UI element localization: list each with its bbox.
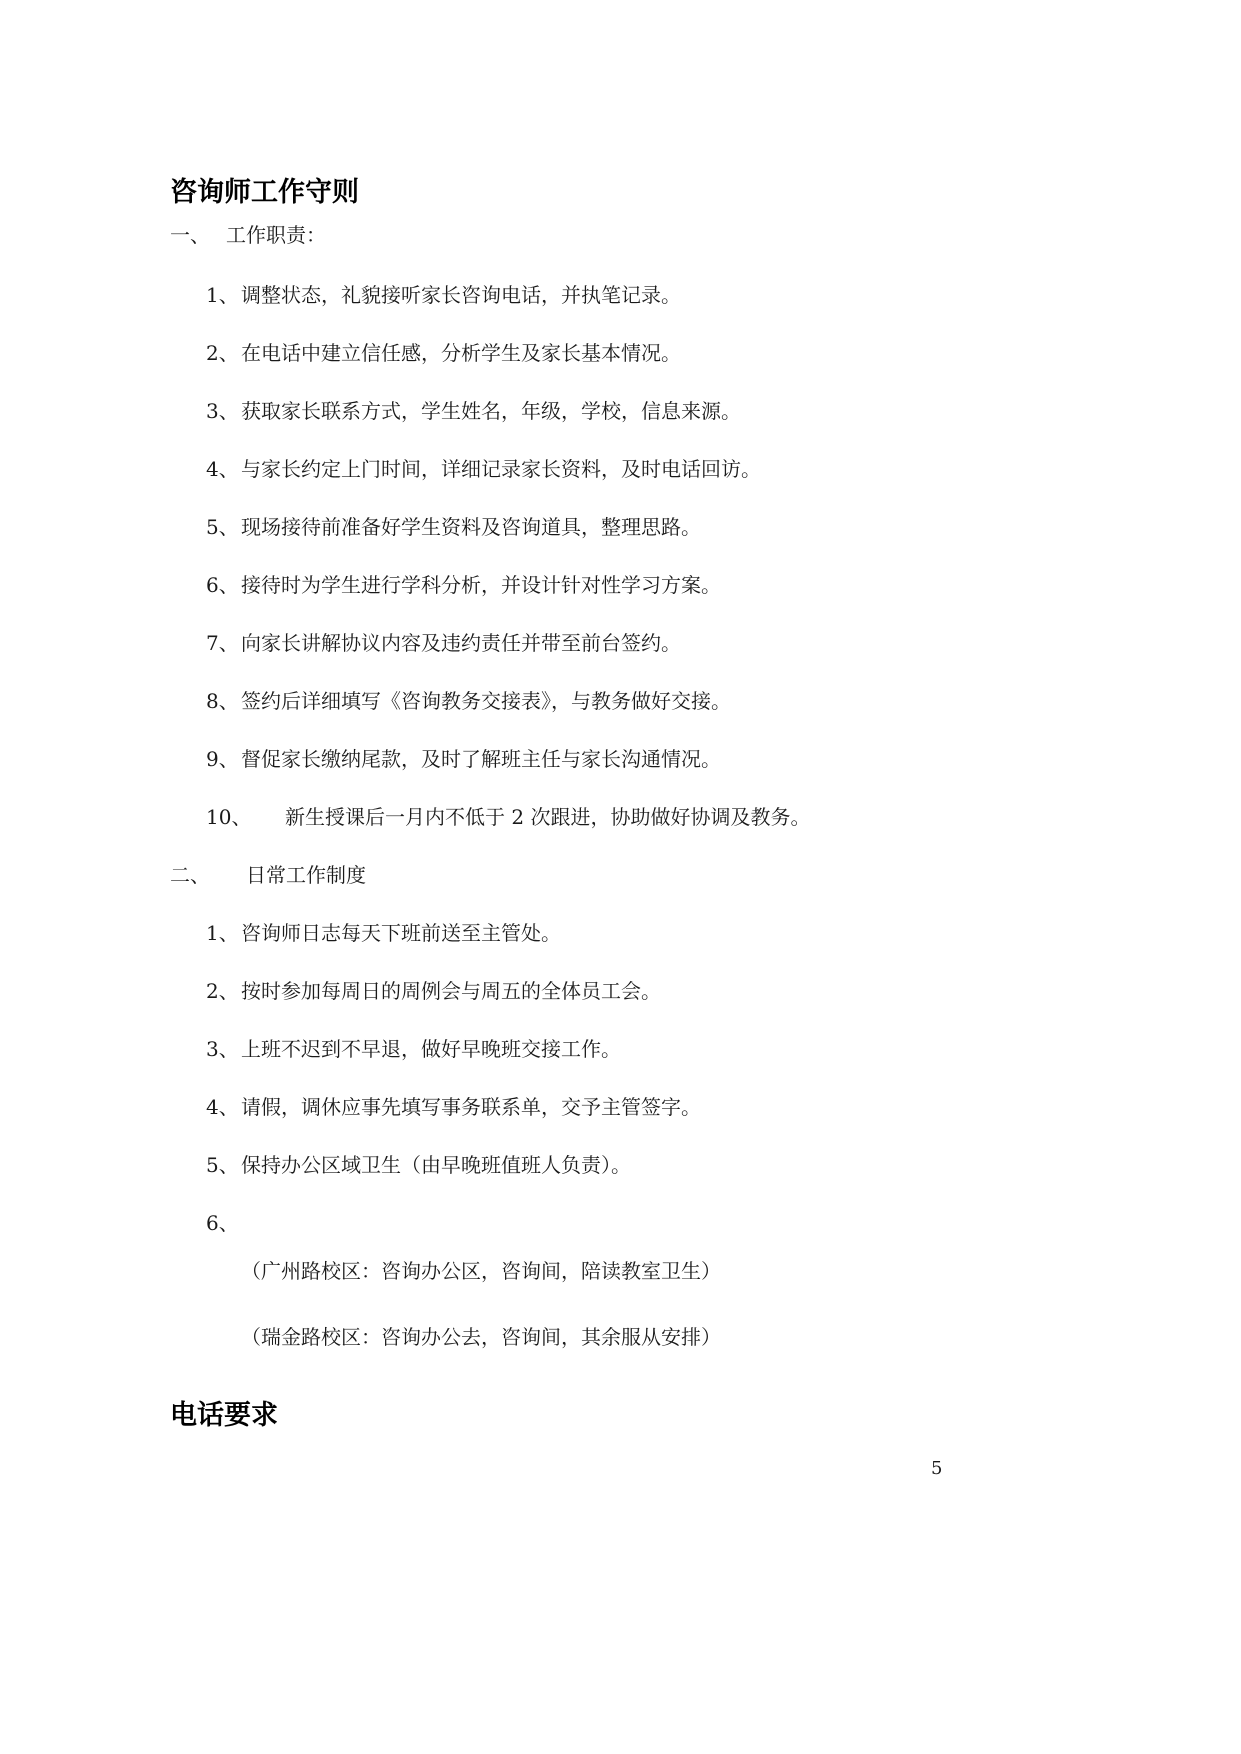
list-item-number: 6、 bbox=[206, 573, 239, 597]
list-item-number: 4、 bbox=[206, 1095, 239, 1119]
list-item-number: 5、 bbox=[206, 1153, 239, 1177]
list-item-text: 督促家长缴纳尾款，及时了解班主任与家长沟通情况。 bbox=[241, 747, 721, 771]
list-item-number: 7、 bbox=[206, 631, 239, 655]
list-item-number: 9、 bbox=[206, 747, 239, 771]
list-item-text: 接待时为学生进行学科分析，并设计针对性学习方案。 bbox=[241, 573, 721, 597]
list-item-text: 上班不迟到不早退，做好早晚班交接工作。 bbox=[241, 1037, 621, 1061]
list-item-text: 咨询师日志每天下班前送至主管处。 bbox=[241, 921, 561, 945]
list-item-text: 保持办公区域卫生（由早晚班值班人负责）。 bbox=[241, 1153, 631, 1177]
list-item-number: 2、 bbox=[206, 979, 239, 1003]
list-item-number: 1、 bbox=[206, 283, 239, 307]
list-item-number: 10、 bbox=[206, 805, 252, 829]
section-2-number: 二、 bbox=[170, 863, 210, 887]
section-title: 电话要求 bbox=[170, 1400, 278, 1431]
list-item-text: 与家长约定上门时间，详细记录家长资料，及时电话回访。 bbox=[241, 457, 761, 481]
section-1-number: 一、 bbox=[170, 223, 210, 247]
list-item-number: 5、 bbox=[206, 515, 239, 539]
page-number: 5 bbox=[931, 1458, 943, 1479]
list-item-number: 6、 bbox=[206, 1211, 239, 1235]
list-item-number: 4、 bbox=[206, 457, 239, 481]
list-item-text: 签约后详细填写《咨询教务交接表》，与教务做好交接。 bbox=[241, 689, 731, 713]
list-item-text: 在电话中建立信任感，分析学生及家长基本情况。 bbox=[241, 341, 681, 365]
list-item-number: 3、 bbox=[206, 399, 239, 423]
list-item-text: 现场接待前准备好学生资料及咨询道具，整理思路。 bbox=[241, 515, 701, 539]
list-item-number: 1、 bbox=[206, 921, 239, 945]
list-item-text: 调整状态，礼貌接听家长咨询电话，并执笔记录。 bbox=[241, 283, 681, 307]
list-item-text: 获取家长联系方式，学生姓名，年级，学校，信息来源。 bbox=[241, 399, 741, 423]
list-item-number: 3、 bbox=[206, 1037, 239, 1061]
note-text: （瑞金路校区：咨询办公去，咨询间，其余服从安排） bbox=[241, 1325, 721, 1349]
list-item-text: 请假，调休应事先填写事务联系单，交予主管签字。 bbox=[241, 1095, 701, 1119]
list-item-text: 按时参加每周日的周例会与周五的全体员工会。 bbox=[241, 979, 661, 1003]
list-item-number: 2、 bbox=[206, 341, 239, 365]
list-item-text: 向家长讲解协议内容及违约责任并带至前台签约。 bbox=[241, 631, 681, 655]
note-text: （广州路校区：咨询办公区，咨询间，陪读教室卫生） bbox=[241, 1259, 721, 1283]
section-1-heading: 工作职责： bbox=[226, 223, 326, 247]
document-title: 咨询师工作守则 bbox=[170, 177, 359, 208]
list-item-text: 新生授课后一月内不低于 2 次跟进，协助做好协调及教务。 bbox=[285, 805, 811, 829]
list-item-number: 8、 bbox=[206, 689, 239, 713]
section-2-heading: 日常工作制度 bbox=[246, 863, 366, 887]
